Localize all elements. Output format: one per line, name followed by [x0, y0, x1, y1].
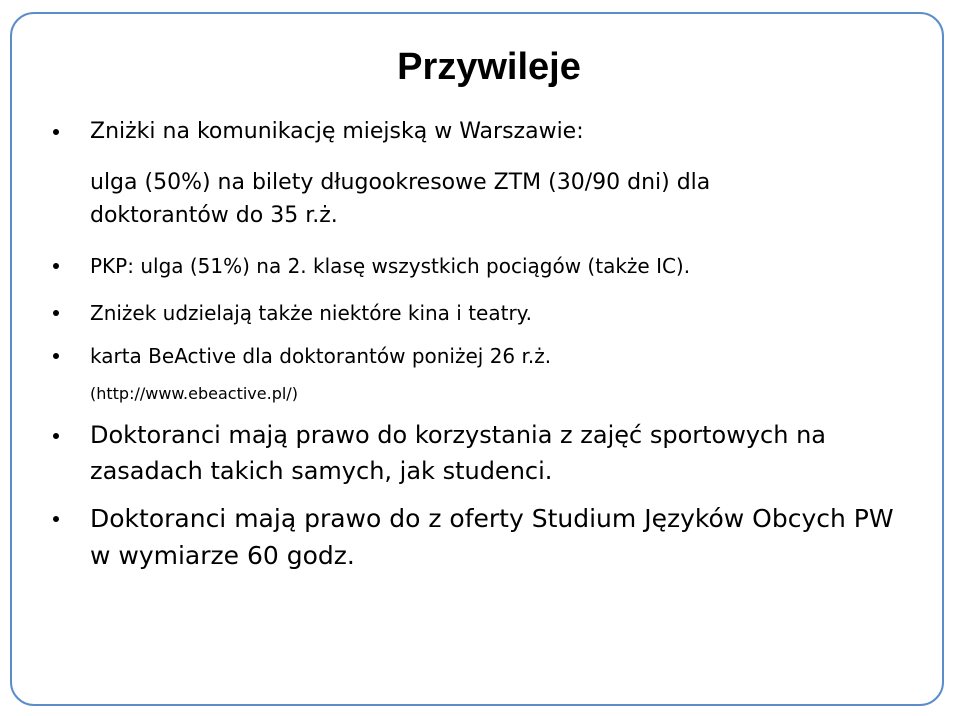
bullet-line: ulga (50%) na bilety długookresowe ZTM (30/90 dni) dla: [90, 170, 711, 195]
beactive-link[interactable]: (http://www.ebeactive.pl/): [90, 384, 298, 403]
bullet-line: Doktoranci mają prawo do z oferty Studium Języków Obcych PW: [90, 504, 894, 533]
bullet-text: [90, 418, 930, 453]
bullet-line: w wymiarze 60 godz.: [90, 541, 355, 570]
bullet-text: [90, 296, 930, 330]
bullet-dot-icon: [53, 353, 59, 359]
bullet-text: [90, 500, 930, 537]
bullet-dot-icon: [53, 310, 59, 316]
bullet-text: [90, 339, 930, 373]
bullet-text: [90, 115, 930, 149]
bullet-line: Doktoranci mają prawo do korzystania z zajęć sportowych na: [90, 421, 827, 449]
bullet-dot-icon: [53, 263, 59, 269]
bullet-dot-icon: [53, 433, 59, 439]
bullet-line: zasadach takich samych, jak studenci.: [90, 457, 553, 485]
bullet-line: Zniżki na komunikację miejską w Warszawie:: [90, 119, 584, 144]
bullet-dot-icon: [53, 516, 59, 522]
bullet-line: karta BeActive dla doktorantów poniżej 26 r.ż.: [90, 344, 552, 368]
bullet-line: doktorantów do 35 r.ż.: [90, 203, 338, 228]
bullet-text: [90, 249, 930, 283]
slide-title: Przywileje: [397, 46, 581, 88]
bullet-line: PKP: ulga (51%) na 2. klasę wszystkich pociągów (także IC).: [90, 254, 691, 278]
bullet-line: Zniżek udzielają także niektóre kina i teatry.: [90, 301, 533, 325]
bullet-dot-icon: [53, 129, 59, 135]
